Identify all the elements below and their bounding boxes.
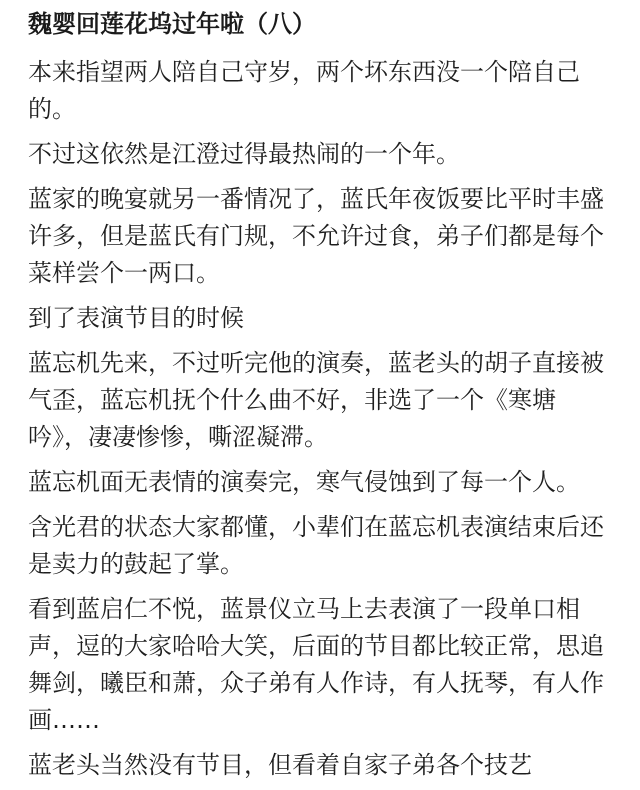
paragraph: 到了表演节目的时候 [28,304,244,332]
paragraph: 蓝家的晚宴就另一番情况了，蓝氏年夜饭要比平时丰盛许多，但是蓝氏有门规，不允许过食，弟子们都是每个菜样尝个一两口。 [28,185,604,287]
article-body [28,54,612,784]
paragraph: 本来指望两人陪自己守岁，两个坏东西没一个陪自己的。 [28,58,580,123]
paragraph: 蓝忘机先来，不过听完他的演奏，蓝老头的胡子直接被气歪，蓝忘机抚个什么曲不好，非选了一个《寒塘吟》，凄凄惨惨，嘶涩凝滞。 [28,349,604,451]
article-title: 魏婴回莲花坞过年啦（八） [28,10,316,38]
paragraph: 含光君的状态大家都懂，小辈们在蓝忘机表演结束后还是卖力的鼓起了掌。 [28,513,604,578]
paragraph: 看到蓝启仁不悦，蓝景仪立马上去表演了一段单口相声，逗的大家哈哈大笑，后面的节目都比较正常，思追舞剑，曦臣和萧，众子弟有人作诗，有人抚琴，有人作画…… [28,595,604,734]
paragraph: 蓝忘机面无表情的演奏完，寒气侵蚀到了每一个人。 [28,468,580,496]
paragraph: 蓝老头当然没有节目，但看着自家子弟各个技艺 [28,751,532,779]
paragraph: 不过这依然是江澄过得最热闹的一个年。 [28,140,460,168]
